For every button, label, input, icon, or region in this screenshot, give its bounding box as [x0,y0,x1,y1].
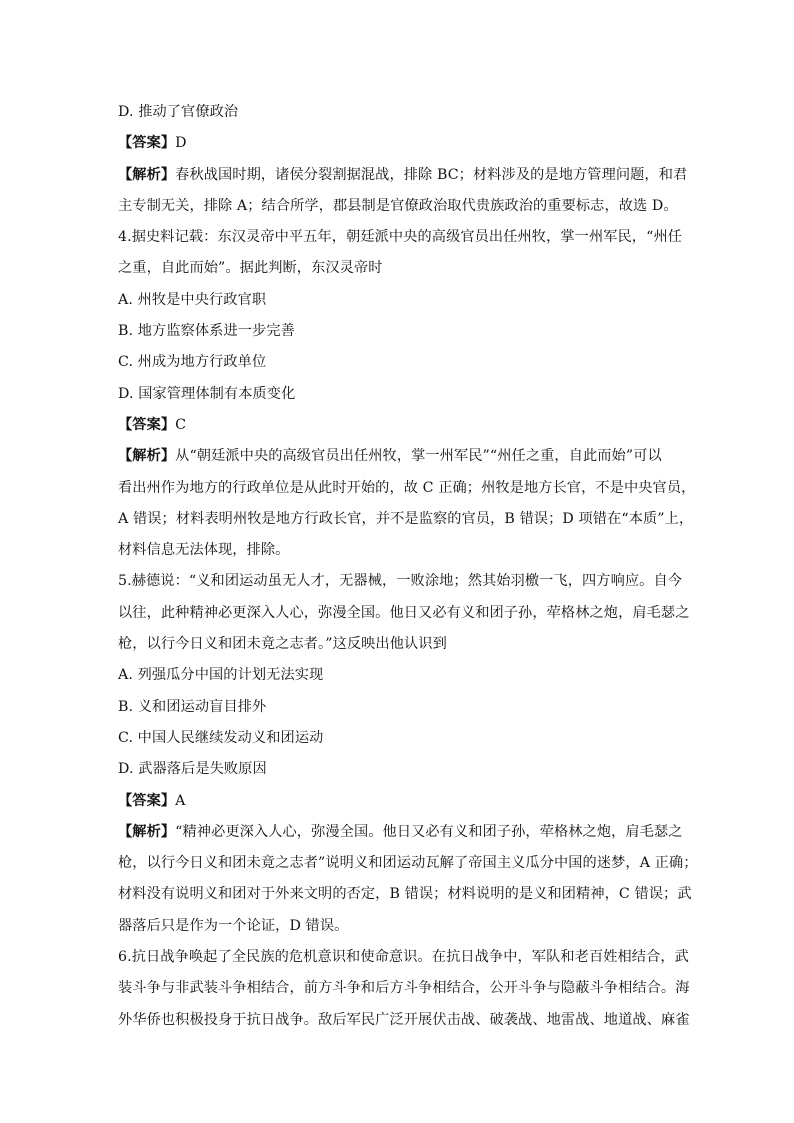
answer-tag: 【答案】 [118,792,176,809]
option-d: D. 武器落后是失败原因 [118,761,267,778]
answer-value: A [175,792,186,809]
answer-tag: 【答案】 [118,135,176,152]
analysis-line: 枪，以行今日义和团未竟之志者”说明义和团运动瓦解了帝国主义瓜分中国的迷梦，A 正确； [118,855,698,872]
option-d: D. 国家管理体制有本质变化 [118,385,296,402]
option-b: B. 义和团运动盲目排外 [118,698,267,715]
analysis-line: 材料没有说明义和团对于外来文明的否定，B 错误；材料说明的是义和团精神，C 错误；武 [118,886,692,903]
question-3-tail [118,97,688,222]
analysis-text: 春秋战国时期，诸侯分裂割据混战，排除 BC；材料涉及的是地方管理问题，和君 [175,166,688,183]
analysis-line [118,817,683,848]
analysis-text: “精神必更深入人心，弥漫全国。他日又必有义和团子孙，荦格林之炮，肩毛瑟之 [175,823,683,840]
analysis-line: 材料信息无法体现，排除。 [118,542,290,559]
answer-value: D [175,135,187,152]
analysis-text: 从“朝廷派中央的高级官员出任州牧，掌一州军民”“州任之重，自此而始”可以 [175,448,662,465]
answer-tag: 【答案】 [118,416,176,433]
option-b: B. 地方监察体系进一步完善 [118,323,295,340]
question-stem-line: 之重，自此而始”。据此判断，东汉灵帝时 [118,260,383,277]
question-4 [118,222,696,566]
analysis-tag: 【解析】 [118,448,176,465]
analysis-line: A 错误；材料表明州牧是地方行政长官，并不是监察的官员，B 错误；D 项错在“本质”上， [118,510,694,527]
exam-page [118,97,698,1036]
analysis-line: 看出州作为地方的行政单位是从此时开始的，故 C 正确；州牧是地方长官，不是中央官员， [118,479,696,496]
analysis-line [118,160,688,191]
answer-value: C [175,416,187,433]
question-stem-line: 装斗争与非武装斗争相结合，前方斗争和后方斗争相结合，公开斗争与隐蔽斗争相结合。海 [118,980,690,997]
option-a: A. 列强瓜分中国的计划无法实现 [118,667,324,684]
question-stem-line: 6.抗日战争唤起了全民族的危机意识和使命意识。在抗日战争中，军队和老百姓相结合，武 [118,949,689,966]
question-stem-line: 4.据史料记载：东汉灵帝中平五年，朝廷派中央的高级官员出任州牧，掌一州军民，“州任 [118,229,683,246]
analysis-line: 器落后只是作为一个论证，D 错误。 [118,917,349,934]
option-c: C. 州成为地方行政单位 [118,354,267,371]
question-stem-line: 以往，此种精神必更深入人心，弥漫全国。他日又必有义和团子孙，荦格林之炮，肩毛瑟之 [118,604,690,621]
question-5 [118,566,698,942]
answer-line [118,410,678,441]
option-c: C. 中国人民继续发动义和团运动 [118,729,324,746]
answer-line [118,128,678,159]
question-stem-line: 5.赫德说：“义和团运动虽无人才，无器械，一败涂地；然其始羽檄一飞，四方响应。自今 [118,573,683,590]
analysis-tag: 【解析】 [118,166,176,183]
option-a: A. 州牧是中央行政官职 [118,291,267,308]
question-6 [118,942,690,1036]
question-stem-line: 外华侨也积极投身于抗日战争。敌后军民广泛开展伏击战、破袭战、地雷战、地道战、麻雀 [118,1011,690,1028]
analysis-line [118,441,678,472]
analysis-line: 主专制无关，排除 A；结合所学，郡县制是官僚政治取代贵族政治的重要标志，故选 D。 [118,197,678,214]
answer-line [118,786,678,817]
analysis-tag: 【解析】 [118,823,176,840]
question-stem-line: 枪，以行今日义和团未竟之志者。”这反映出他认识到 [118,636,447,653]
option-d: D. 推动了官僚政治 [118,104,239,120]
